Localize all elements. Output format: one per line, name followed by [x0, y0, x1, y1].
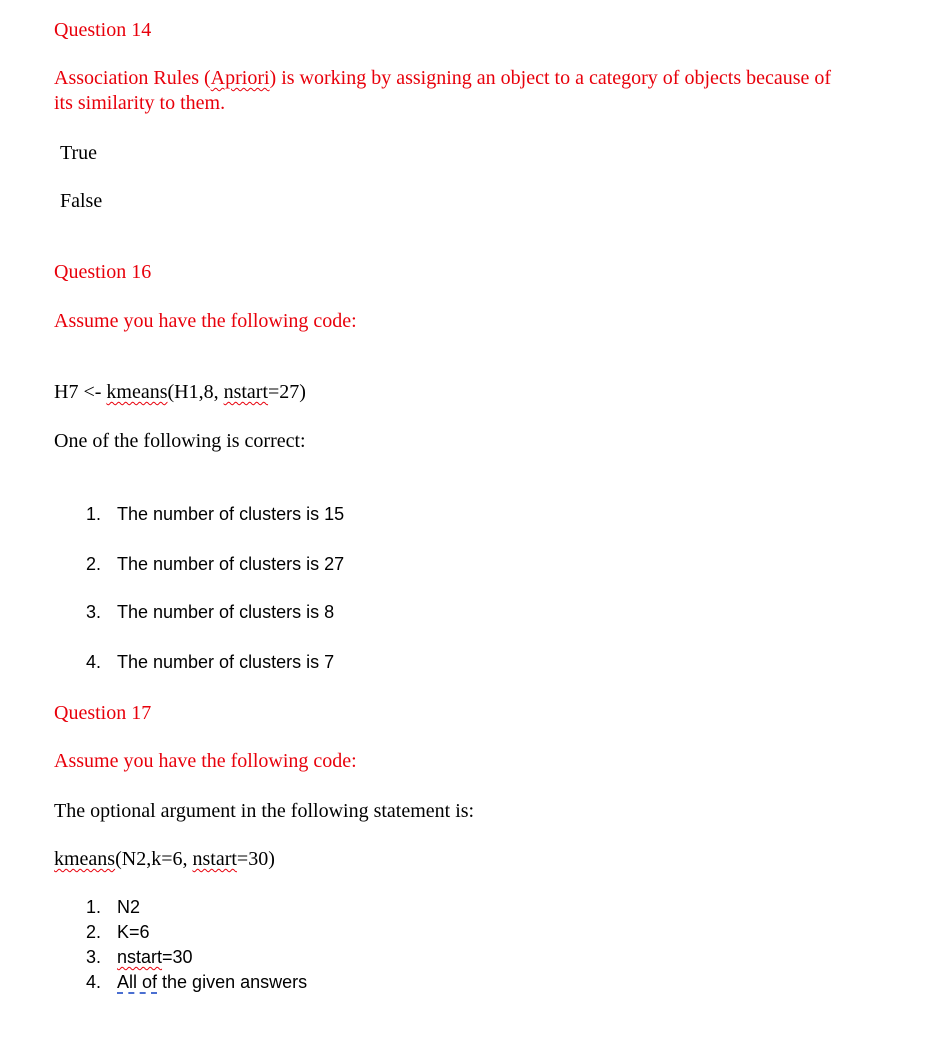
answer-option-3[interactable]: 3. The number of clusters is 8	[86, 602, 335, 622]
question-17-code: kmeans(N2,k=6, nstart=30)	[54, 848, 275, 870]
spelling-flag: nstart	[223, 381, 269, 403]
question-17-heading: Question 17	[54, 702, 152, 724]
answer-option-2[interactable]: 2. The number of clusters is 27	[86, 554, 345, 574]
answer-option-true[interactable]: True	[60, 142, 98, 164]
spelling-flag: Apriori	[210, 67, 270, 89]
question-17-question: The optional argument in the following statement is:	[54, 800, 475, 822]
question-14-text-line-2: its similarity to them.	[54, 92, 226, 114]
answer-option-3[interactable]: 3. nstart=30	[86, 947, 193, 967]
answer-option-1[interactable]: 1. N2	[86, 897, 141, 917]
answer-option-1[interactable]: 1. The number of clusters is 15	[86, 504, 345, 524]
answer-option-2[interactable]: 2. K=6	[86, 922, 150, 942]
question-14-heading: Question 14	[54, 19, 152, 41]
spelling-flag: kmeans	[54, 848, 116, 870]
answer-option-4[interactable]: 4. All of the given answers	[86, 972, 308, 992]
question-14-text-line-1: Association Rules (Apriori) is working by assigning an object to a category of objects because of	[54, 67, 832, 89]
spelling-flag: kmeans	[106, 381, 168, 403]
question-16-heading: Question 16	[54, 261, 152, 283]
answer-option-4[interactable]: 4. The number of clusters is 7	[86, 652, 335, 672]
question-16-prompt: Assume you have the following code:	[54, 310, 357, 332]
answer-option-false[interactable]: False	[60, 190, 103, 212]
question-16-code: H7 <- kmeans(H1,8, nstart=27)	[54, 381, 306, 403]
question-17-prompt: Assume you have the following code:	[54, 750, 357, 772]
question-16-question: One of the following is correct:	[54, 430, 306, 452]
grammar-flag: All of	[117, 972, 158, 992]
spelling-flag: nstart	[117, 947, 163, 967]
spelling-flag: nstart	[192, 848, 237, 870]
